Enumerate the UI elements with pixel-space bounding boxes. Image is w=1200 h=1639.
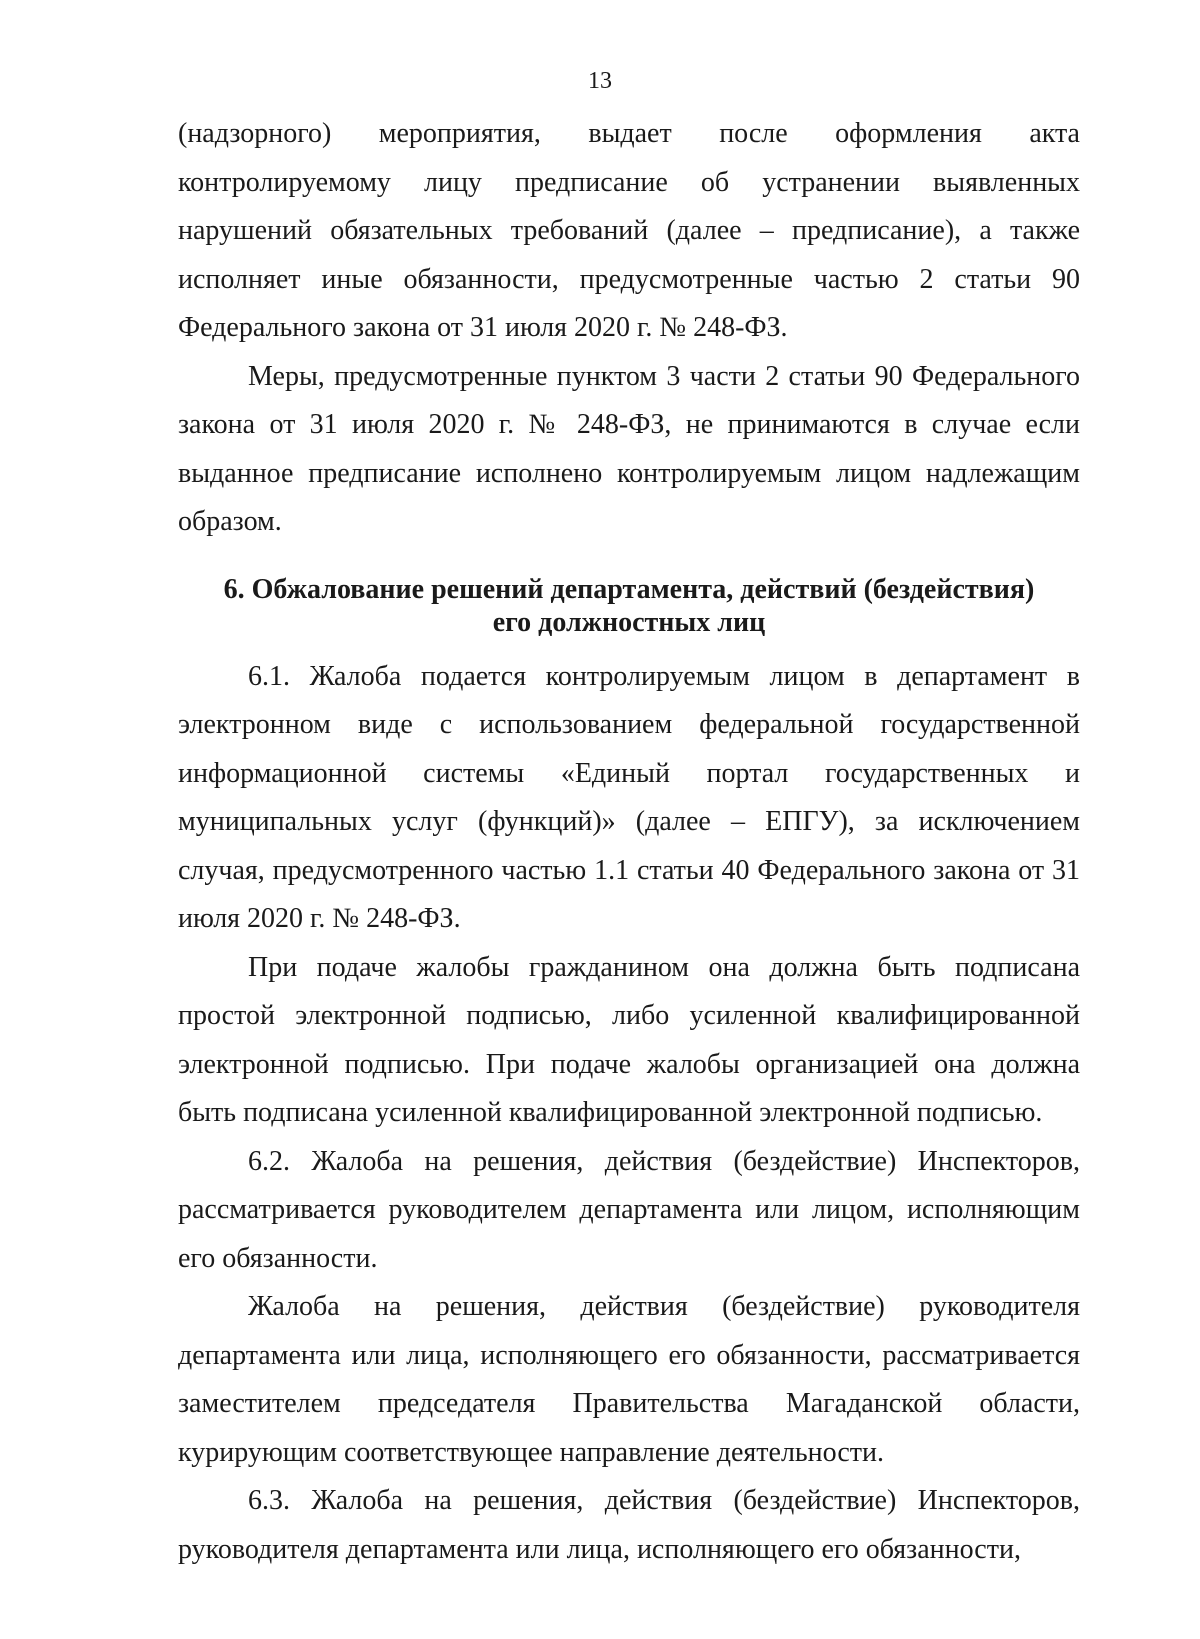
paragraph-6-1-complaint-filing: 6.1. Жалоба подается контролируемым лицом в департамент в электронном виде с использованием федеральной государственной информационной системы «Единый портал государственных и муниципальных услуг (функций)» (далее – ЕПГУ), за исключением случая, предусмотренного частью 1.1 статьи 40 Федерального закона от 31 июля 2020 г. № 248-ФЗ. — [178, 660, 1080, 934]
document-body — [178, 110, 1080, 1574]
section-heading-line-2: его должностных лиц — [492, 606, 766, 638]
paragraph-complaint-signature: При подаче жалобы гражданином она должна быть подписана простой электронной подписью, либо усиленной квалифицированной электронной подписью. При подаче жалобы организацией она должна быть подписана усиленной квалифицированной электронной подписью. — [178, 951, 1080, 1128]
section-heading-appeal — [178, 573, 1080, 639]
paragraph-6-2-inspectors-complaint: 6.2. Жалоба на решения, действия (бездействие) Инспекторов, рассматривается руководителем департамента или лицом, исполняющим его обязанности. — [178, 1145, 1080, 1274]
section-heading-line-1: 6. Обжалование решений департамента, действий (бездействия) — [223, 573, 1035, 605]
paragraph-6-3-complaint: 6.3. Жалоба на решения, действия (бездействие) Инспекторов, руководителя департамента или лица, исполняющего его обязанности, — [178, 1485, 1080, 1565]
paragraph-head-complaint: Жалоба на решения, действия (бездействие) руководителя департамента или лица, исполняющего его обязанности, рассматривается заместителем председателя Правительства Магаданской области, курирующим соответствующее направление деятельности. — [178, 1291, 1080, 1468]
paragraph-measures-not-taken: Меры, предусмотренные пунктом 3 части 2 статьи 90 Федерального закона от 31 июля 2020 г. № 248-ФЗ, не принимаются в случае если выданное предписание исполнено контролируемым лицом надлежащим образом. — [178, 360, 1080, 537]
paragraph-control-event-continuation: (надзорного) мероприятия, выдает после оформления акта контролируемому лицу предписание об устранении выявленных нарушений обязательных требований (далее – предписание), а также исполняет иные обязанности, предусмотренные частью 2 статьи 90 Федерального закона от 31 июля 2020 г. № 248-ФЗ. — [178, 118, 1080, 343]
page-number: 13 — [588, 68, 612, 94]
